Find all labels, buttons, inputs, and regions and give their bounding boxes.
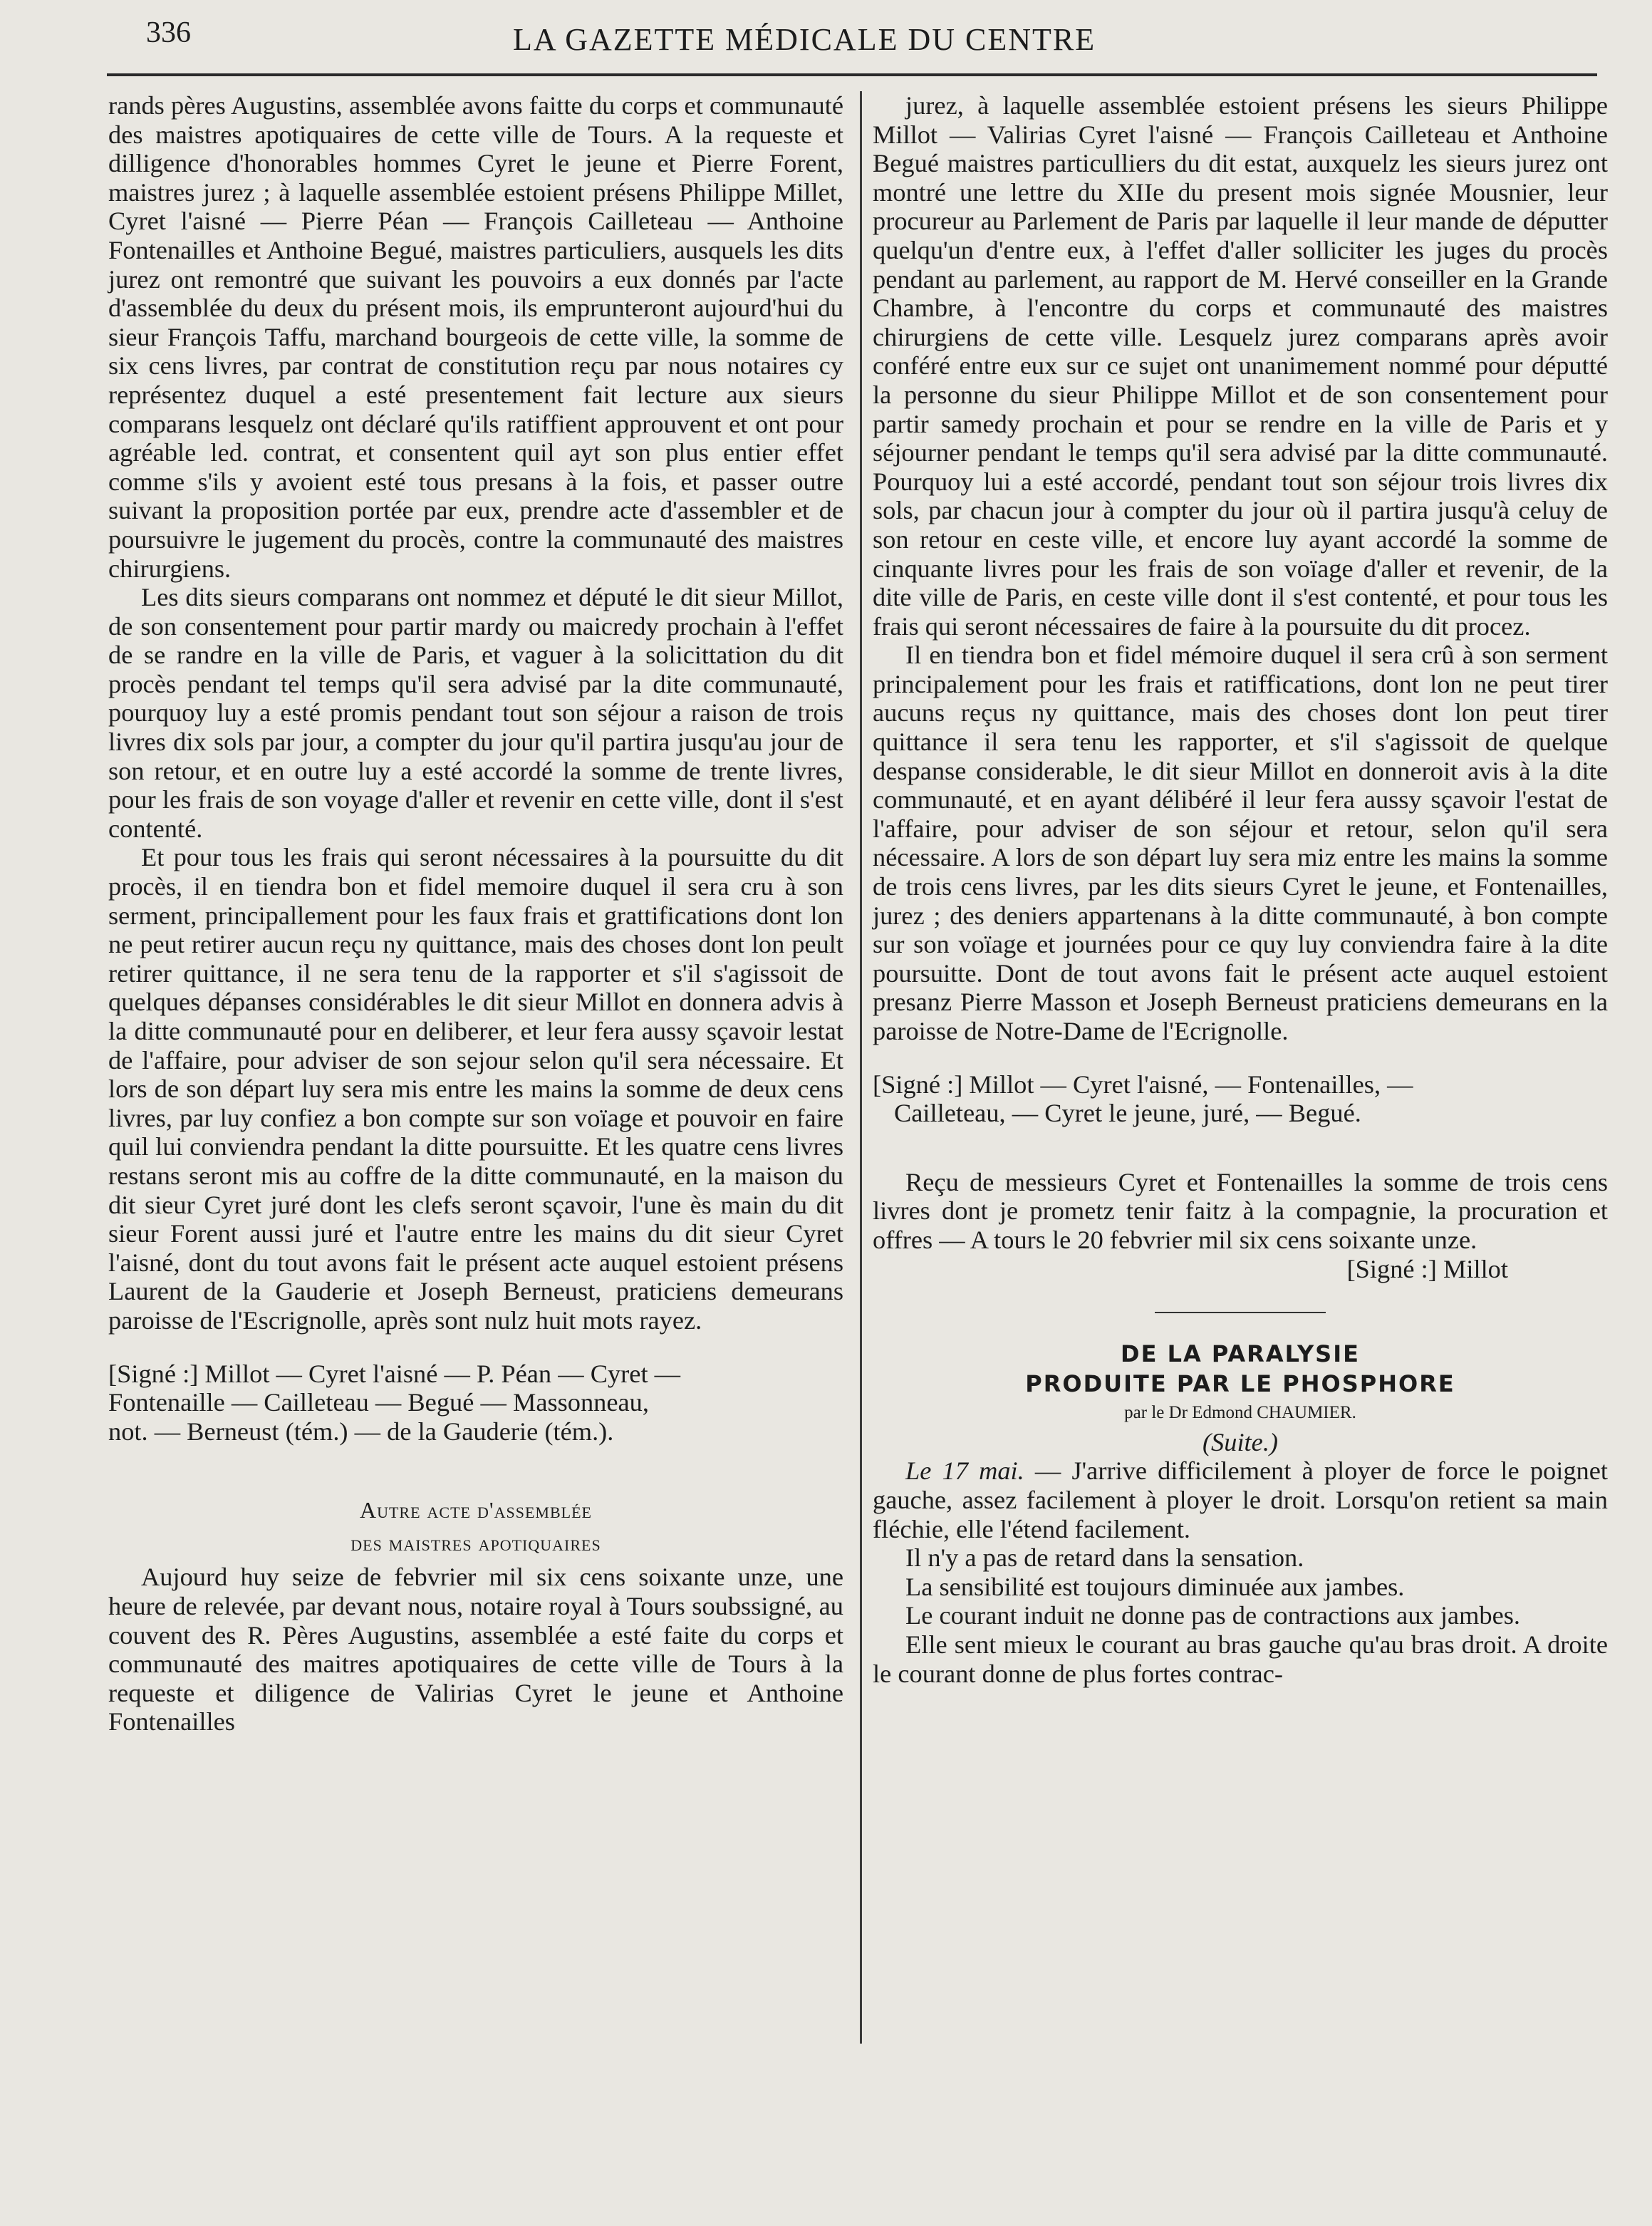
article-separator-rule (1155, 1312, 1326, 1313)
left-paragraph-2: Les dits sieurs comparans ont nommez et député le dit sieur Millot, de son consentement pour partir mardy ou maicredy prochain à l'effet de se randre en la ville de Paris, et vaguer à la solicittation du dit procès pendant tel temps qu'il sera advisé par la dite communauté, pourquoy luy a esté promis pendant tout son séjour a raison de trois livres dix sols par jour, a compter du jour qu'il partira jusqu'au jour de son retour, et en outre luy a esté accordé la somme de trente livres, pour les frais de son voyage d'aller et revenir en cette ville, dont il s'est contenté. (108, 583, 843, 843)
left-signature-line-3: not. — Berneust (tém.) — de la Gauderie (tém.). (108, 1417, 614, 1446)
column-divider (860, 91, 862, 2044)
article-title-line-1: DE LA PARALYSIE (1121, 1340, 1360, 1368)
section-subtitle-1: Autre acte d'assemblée (360, 1497, 592, 1523)
right-paragraph-2: Il en tiendra bon et fidel mémoire duquel il sera crû à son serment principalement pour les frais et ratiffications, dont lon ne peut tirer aucuns reçus ny quittance, mais des choses dont lon peut tirer quittance il sera tenu les rapporter, et s'il s'agissoit de quelque despanse considerable, le dit sieur Millot en donneroit avis à la dite communauté, et en ayant délibéré il leur fera aussy sçavoir l'estat de l'affaire, pour adviser de son séjour et retour, selon qu'il sera nécessaire. A lors de son départ luy sera miz entre les mains la somme de trois cens livres, par les dits sieurs Cyret le jeune, et Fontenailles, jurez ; des deniers appartenans à la ditte communauté, à bon compte sur son voïage et journées pour ce quy luy conviendra faire à la dite poursuitte. Dont de tout avons fait le présent acte auquel estoient presanz Pierre Masson et Joseph Berneust praticiens demeurans en la paroisse de Notre-Dame de l'Ecrignolle. (873, 641, 1608, 1045)
left-paragraph-4: Aujourd huy seize de febvrier mil six cens soixante unze, une heure de relevée, par devant nous, notaire royal à Tours soubssigné, au couvent des R. Pères Augustins, assemblée a esté faite du corps et communauté des maitres apotiquaires de cette ville de Tours à la requeste et diligence de Valirias Cyret le jeune et Anthoine Fontenailles (108, 1563, 843, 1736)
article-suite: (Suite.) (1202, 1427, 1279, 1456)
left-signature-line-1: [Signé :] Millot — Cyret l'aisné — P. Péan — Cyret — (108, 1359, 681, 1388)
header-rule (107, 73, 1597, 76)
right-signature-line-2: Cailleteau, — Cyret le jeune, juré, — Begué. (894, 1099, 1361, 1128)
left-paragraph-1: rands pères Augustins, assemblée avons faitte du corps et communauté des maistres apotiquaires de cette ville de Tours. A la requeste et dilligence d'honorables hommes Cyret le jeune et Pierre Forent, maistres jurez ; à laquelle assemblée estoient présens Philippe Millet, Cyret l'aisné — Pierre Péan — François Cailleteau — Anthoine Fontenailles et Anthoine Begué, maistres particuliers, ausquels les dits jurez ont remontré que suivant les pouvoirs a eux donnés par l'acte d'assemblée du deux du présent mois, ils emprunteront aujourd'hui du sieur François Taffu, marchand bourgeois de cette ville, la somme de six cens livres, par contrat de constitution reçu par nous notaires cy représentez duquel a esté presentement fait lecture aux sieurs comparans lesquelz ont déclaré qu'ils ratiffient approuvent et ont pour agréable led. contrat, et consentent quil ayt son plus entier effet comme s'ils y avoient esté tous presans à la fois, et passer outre suivant la proposition portée par eux, prendre acte d'assembler et de poursuivre le jugement du procès, contre la communauté des maistres chirurgiens. (108, 91, 843, 583)
article-paragraph-1 (873, 1456, 1608, 1543)
left-signature-line-2: Fontenaille — Cailleteau — Begué — Massonneau, (108, 1388, 649, 1417)
article-paragraph-4: Le courant induit ne donne pas de contractions aux jambes. (905, 1601, 1520, 1630)
article-paragraph-2: Il n'y a pas de retard dans la sensation. (905, 1543, 1304, 1573)
article-paragraph-1-text: — J'arrive difficilement à ployer de force le poignet gauche, assez facilement à ployer le droit. Lorsqu'on retient sa main fléchie, elle l'étend facilement. (873, 1456, 1608, 1543)
article-title-line-2: PRODUITE PAR LE PHOSPHORE (1025, 1370, 1455, 1398)
article-byline: par le Dr Edmond CHAUMIER. (1124, 1403, 1356, 1423)
right-paragraph-1: jurez, à laquelle assemblée estoient présens les sieurs Philippe Millot — Valirias Cyret l'aisné — François Cailleteau et Anthoine Begué maistres particulliers du dit estat, auxquelz les sieurs jurez ont montré une lettre du XIIe du present mois signée Mousnier, leur procureur au Parlement de Paris par laquelle il leur mande de députter quelqu'un d'entre eux, à l'effet d'aller solliciter les juges du procès pendant au parlement, au rapport de M. Hervé conseiller en la Grande Chambre, à l'encontre du corps et communauté des maistres chirurgiens de cette ville. Lesquelz jurez comparans après avoir conféré entre eux sur ce sujet ont unanimement nommé pour députté la personne du sieur Philippe Millot et de son consentement pour partir samedy prochain et pour se rendre en la ville de Paris et y séjourner pendant le temps qu'il sera advisé par la ditte communauté. Pourquoy lui a esté accordé, pendant tout son séjour trois livres dix sols, par chacun jour à compter du jour où il partira jusqu'à celuy de son retour en ceste ville, et encore luy ayant accordé la somme de cinquante livres pour les frais de son voïage d'aller et revenir, de la dite ville de Paris, en ceste ville dont il s'est contenté, et pour tous les frais qui seront nécessaires de faire à la poursuite du dit procez. (873, 91, 1608, 641)
left-paragraph-3: Et pour tous les frais qui seront nécessaires à la poursuitte du dit procès, il en tiendra bon et fidel memoire duquel il sera cru à son serment, principallement pour les faux frais et grattifications dont lon ne peut retirer aucun reçu ny quittance, mais des choses dont lon peult retirer quittance, il ne sera tenu de la rapporter et s'il s'agissoit de quelques dépanses considérables le dit sieur Millot en donnera advis à la ditte communauté pour en deliberer, et leur fera aussy sçavoir lestat de l'affaire, pour adviser de son sejour selon qu'il sera nécessaire. Et lors de son départ luy sera mis entre les mains la somme de deux cens livres, par luy confiez a bon compte sur son voïage et pouvoir en faire quil lui conviendra pendant la ditte poursuitte. Et les quatre cens livres restans seront mis au coffre de la ditte communauté, en la maison du dit sieur Cyret juré dont les clefs seront sçavoir, l'une ès main du dit sieur Forent aussi juré et l'autre entre les mains du dit sieur Cyret l'aisné, dont du tout avons fait le présent acte auquel estoient présens Laurent de la Gauderie et Joseph Berneust, praticiens demeurans paroisse de l'Escrignolle, après sont nulz huit mots rayez. (108, 843, 843, 1335)
page-number: 336 (146, 16, 191, 49)
left-column (108, 91, 843, 1736)
article-paragraph-3: La sensibilité est toujours diminuée aux jambes. (905, 1572, 1405, 1601)
article-date-label: Le 17 mai. (905, 1456, 1024, 1486)
section-subtitle-2: des maistres apotiquaires (350, 1530, 601, 1556)
right-paragraph-3: Reçu de messieurs Cyret et Fontenailles la somme de trois cens livres dont je prometz tenir faitz à la compagnie, la procuration et offres — A tours le 20 febvrier mil six cens soixante unze. (873, 1167, 1608, 1254)
running-head-title: LA GAZETTE MÉDICALE DU CENTRE (513, 22, 1096, 57)
right-signature-line-3: [Signé :] Millot (1346, 1254, 1508, 1283)
right-signature-line-1: [Signé :] Millot — Cyret l'aisné, — Fontenailles, — (873, 1070, 1413, 1099)
article-paragraph-5: Elle sent mieux le courant au bras gauche qu'au bras droit. A droite le courant donne de plus fortes contrac- (873, 1630, 1608, 1688)
right-column (873, 91, 1608, 1688)
